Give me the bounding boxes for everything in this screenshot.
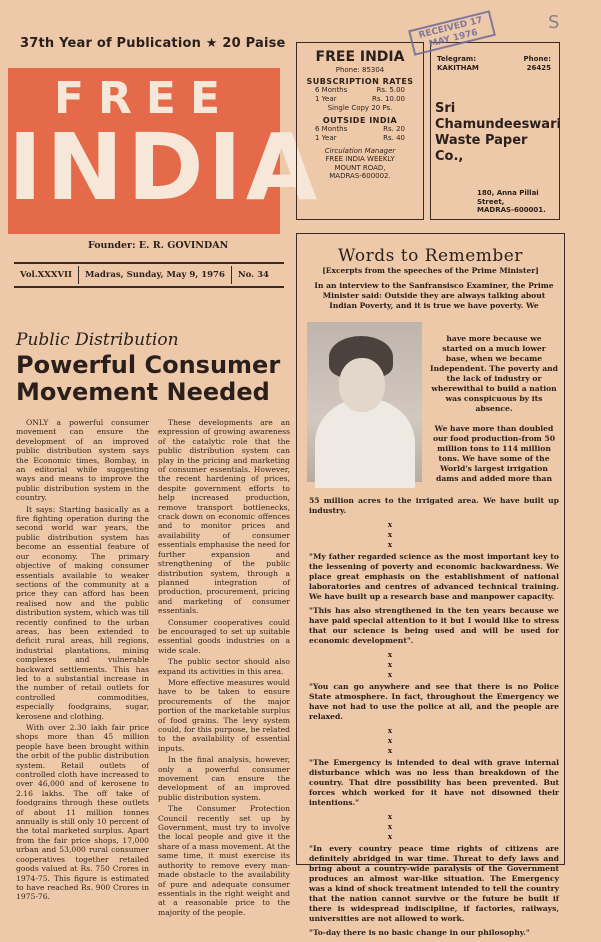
rate-period: 1 Year <box>315 95 337 103</box>
article-paragraph: The Consumer Protection Council recently set up by Government, must try to involve the local people and give it the share of a mass movement. At the same time, it must exercise its authority to remove every man-made obstacle to the availability of pure and adequate consumer essentials in the right weight and at a reasonable price to the majority of the people. <box>158 804 290 917</box>
article-paragraph: These developments are an expression of growing awareness of the catalytic role that the public distribution system can play in the pricing and marketing of consumer essentials. However, the recent hardening of prices, despite government efforts to help increased production, remove transport bottlenecks, crack down on economic offences and to monitor prices and availability of consumer essentials emphasise the need for further expansion and strengthening of the public distribution system, through a planned integration of production, procurement, pricing and marketing of consumer essentials. <box>158 418 290 616</box>
separator: x x x <box>387 812 481 841</box>
subscription-title: FREE INDIA <box>315 49 405 65</box>
article-column-2 <box>158 418 290 919</box>
section-title: Words to Remember <box>338 246 523 266</box>
phone-value: 26425 <box>526 63 551 72</box>
address-line: MOUNT ROAD, <box>334 163 386 172</box>
quote-body <box>309 496 559 942</box>
phone <box>524 55 551 72</box>
intro-text: In an interview to the Sanfransisco Examiner, the Prime Minister said: Outside they are always talking about Indian Poverty, and it is true we have poverty. We <box>314 281 554 310</box>
masthead-free: FREE <box>53 73 235 124</box>
telegram-value: KAKITHAM <box>437 63 479 72</box>
separator: x x x <box>387 520 481 549</box>
address-line: 180, Anna Pillai Street, <box>477 189 539 206</box>
quote-paragraph: "The Emergency is intended to deal with grave internal disturbance which was no less than breakdown of the country. That dire possibility has been prevented. But forces which worked for it have not disowned their intentions." <box>309 758 559 807</box>
telegram <box>437 55 479 72</box>
article-paragraph: More effective measures would have to be taken to ensure procurements of the major portion of the marketable surplus of food grains. The levy system could, for this purpose, be related to the availability of essential inputs. <box>158 677 290 753</box>
article-paragraph: Consumer cooperatives could be encouraged to set up suitable essential goods industries on a wide scale. <box>158 617 290 655</box>
rate-price: Rs. 20 <box>383 125 405 133</box>
rate-row <box>297 86 423 95</box>
rate-period: 6 Months <box>315 86 348 94</box>
article-paragraph: It says: Starting basically as a fire fighting operation during the second world war years, the public distribution system has become an essential feature of our economy. The primary objective of making consumer essentials available to weaker sections of the community at a price they can afford has been realised now and the public distribution system, which was till recently confined to the urban areas, has been extended to deficit rural areas, hill regions, industrial plantations, mining complexes and vulnerable backward settlements. This has led to a substantial increase in the number of retail outlets for controlled commodities, especially foodgrains, sugar, kerosene and clothing. <box>16 504 149 721</box>
article-paragraph: The public sector should also expand its activities in this area. <box>158 657 290 676</box>
masthead-india: INDIA <box>8 114 322 221</box>
section-subtitle: [Excerpts from the speeches of the Prime Minister] <box>322 266 539 275</box>
place-date: Madras, Sunday, May 9, 1976 <box>85 270 225 280</box>
telegram-label: Telegram: <box>437 55 477 63</box>
circulation-manager: Circulation Manager <box>324 147 396 155</box>
separator: x x x <box>387 726 481 755</box>
issue-number: No. 34 <box>237 270 269 280</box>
article-column-1 <box>16 418 149 904</box>
masthead <box>8 68 322 234</box>
rates-heading: SUBSCRIPTION RATES <box>306 77 414 86</box>
subscription-phone: Phone: 85304 <box>335 66 385 74</box>
article-paragraph: In the final analysis, however, only a powerful consumer movement can ensure the development of an improved public distribution system. <box>158 755 290 802</box>
received-stamp: RECEIVED 17 MAY 1976 <box>408 10 496 56</box>
words-to-remember-box <box>296 233 565 937</box>
rate-period: 1 Year <box>315 134 337 142</box>
outside-heading: OUTSIDE INDIA <box>322 116 398 125</box>
prime-minister-photo <box>307 322 422 482</box>
address-line: FREE INDIA WEEKLY <box>325 155 395 163</box>
address-line: MADRAS-600002. <box>329 172 391 180</box>
article-kicker: Public Distribution <box>16 330 179 350</box>
beside-photo-text: have more because we started on a much lower base, when we became Independent. The poverty and the lack of industry or wherewithal to build a nation was conspicuous by its absence. We have more than doubled our food production-from 50 million tons to 114 million tons. We have some of the World's largest irrigation dams and added more than <box>430 334 558 483</box>
quote-paragraph: "My father regarded science as the most important key to the lessening of poverty and economic backwardness. We place great emphasis on the establishment of national laboratories and centres of advanced technical training. We have built up a research base and manpower capacity. <box>309 552 559 601</box>
quote-paragraph: "This has also strengthened in the ten years because we have paid special attention to it but I would like to stress that our science is being used and will be used for economic development". <box>309 606 559 645</box>
rate-price: Rs. 40 <box>383 134 405 142</box>
phone-label: Phone: <box>523 55 551 63</box>
separator: x x x <box>387 650 481 679</box>
quote-paragraph: "In every country peace time rights of citizens are definitely abridged in war time. Threat to defy laws and bring about a country-wide paralysis of the Government produces an almost war-like situation. The Emergency was a kind of shock treatment intended to tell the country that the nation cannot survive or the future be built if there is widespread indiscipline, if factories, railways, universities are not allowed to work. <box>309 844 559 923</box>
rate-period: 6 Months <box>315 125 348 133</box>
rate-price: Rs. 5.00 <box>376 86 405 94</box>
address-line: MADRAS-600001. <box>477 206 546 214</box>
subscription-box <box>296 42 424 220</box>
publication-line: 37th Year of Publication ★ 20 Paise <box>20 36 286 51</box>
quote-paragraph: "To-day there is no basic change in our philosophy." <box>309 928 530 937</box>
quote-paragraph: "You can go anywhere and see that there is no Police State atmosphere. In fact, throughout the Emergency we have not had to use the police at all, and the people are relaxed. <box>309 682 559 721</box>
rate-price: Rs. 10.00 <box>371 95 405 103</box>
quote-paragraph: 55 million acres to the irrigated area. We have built up industry. <box>309 496 559 515</box>
volume: Vol.XXXVII <box>20 270 73 280</box>
rate-row <box>297 125 423 134</box>
issue-bar <box>14 262 284 288</box>
article-paragraph: With over 2.30 lakh fair price shops more than 45 million people have been brought within the orbit of the public distribution system. Retail outlets of controlled cloth have increased to over 46,000 and of kerosene to 2.16 lakhs. The off take of foodgrains through these outlets of about 11 million tonnes annually is still only 10 percent of the total marketed surplus. Apart from the fair price shops, 17,000 urban and 53,000 rural consumer cooperatives together retailed goods valued at Rs. 750 Crores in 1974-75. This figure is estimated to have reached Rs. 900 Crores in 1975-76. <box>16 723 149 902</box>
single-copy: Single Copy 20 Ps. <box>327 104 393 112</box>
firm-name: Sri Chamundeeswari Waste Paper Co., <box>435 101 561 164</box>
article-headline: Powerful Consumer Movement Needed <box>16 351 281 406</box>
rate-row <box>297 95 423 104</box>
firm-address <box>477 189 559 215</box>
advertisement-box <box>430 42 560 220</box>
founder-line: Founder: E. R. GOVINDAN <box>88 240 229 251</box>
rate-row <box>297 134 423 143</box>
handwritten-mark: S <box>548 12 560 33</box>
article-paragraph: ONLY a powerful consumer movement can ensure the development of an improved public distribution system says the Economic times, Bombay, in an editorial while suggesting ways and means to improve the public distribution system in the country. <box>16 418 149 503</box>
